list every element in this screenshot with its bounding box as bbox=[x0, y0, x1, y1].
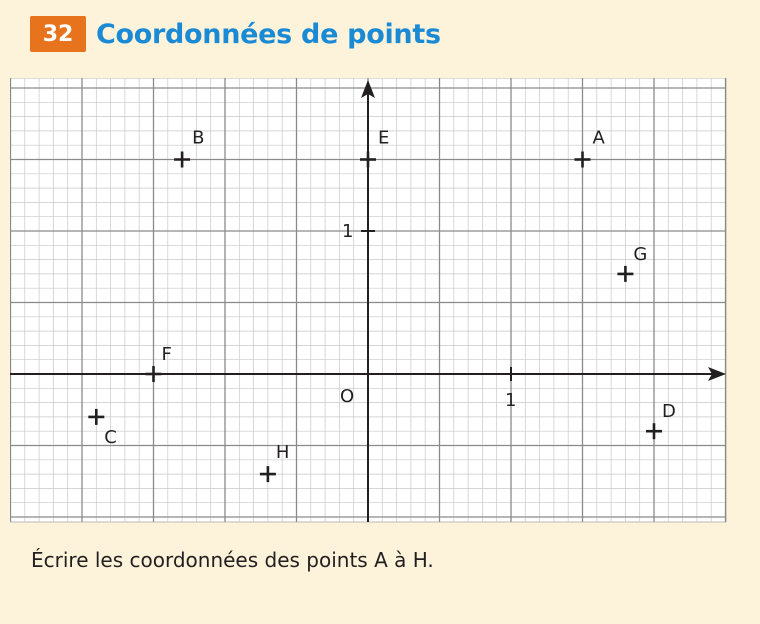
y-axis-unit-label: 1 bbox=[342, 221, 354, 242]
exercise-title: Coordonnées de points bbox=[96, 18, 441, 50]
x-axis-unit-label: 1 bbox=[505, 390, 517, 411]
origin-label: O bbox=[340, 386, 355, 407]
point-label-g: G bbox=[633, 243, 648, 265]
point-label-d: D bbox=[662, 401, 676, 423]
point-label-a: A bbox=[592, 127, 605, 149]
exercise-number-badge: 32 bbox=[30, 16, 86, 52]
point-label-c: C bbox=[104, 426, 117, 448]
coordinate-grid bbox=[10, 78, 728, 524]
point-label-h: H bbox=[275, 442, 290, 464]
point-label-f: F bbox=[161, 344, 172, 365]
instruction-text: Écrire les coordonnées des points A à H. bbox=[31, 548, 434, 572]
exercise-header bbox=[30, 14, 441, 54]
point-label-b: B bbox=[192, 127, 205, 149]
point-label-e: E bbox=[378, 127, 390, 149]
